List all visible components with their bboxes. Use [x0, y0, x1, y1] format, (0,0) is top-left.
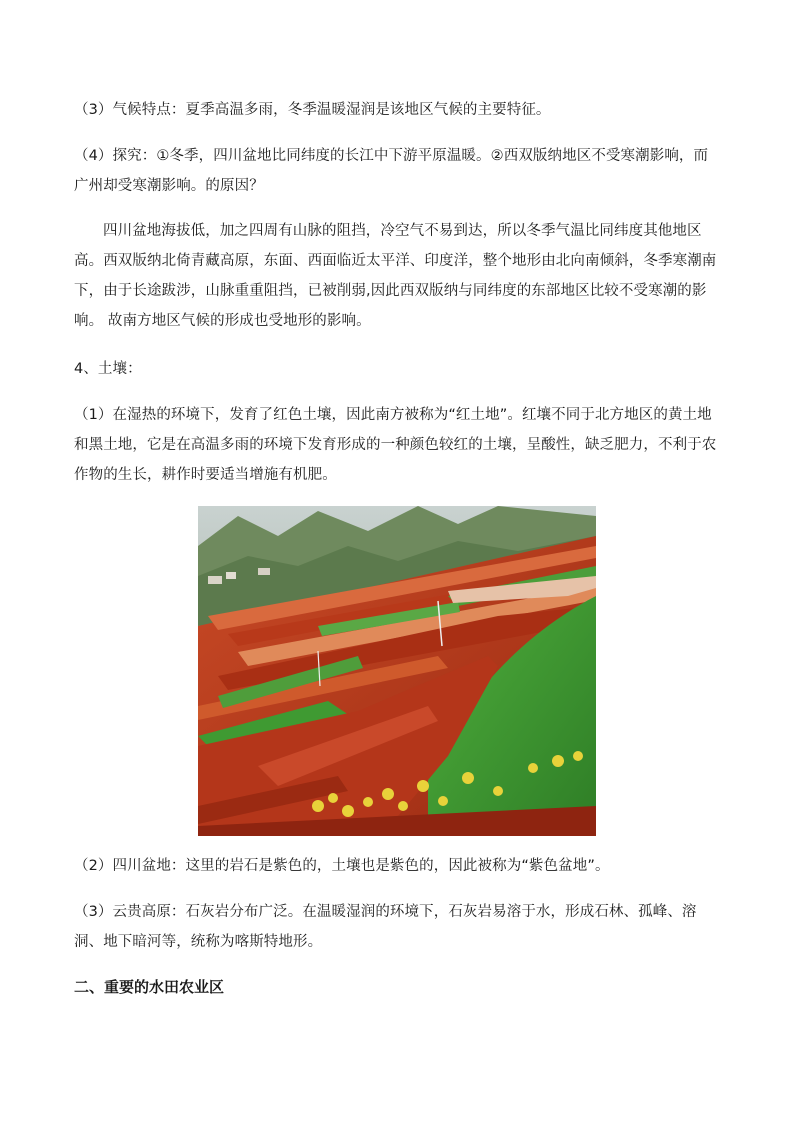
climate-feature-paragraph: （3）气候特点：夏季高温多雨，冬季温暖湿润是该地区气候的主要特征。 [74, 102, 551, 118]
section-heading-paddy-agriculture: 二、重要的水田农业区 [74, 978, 225, 996]
purple-basin-paragraph: （2）四川盆地：这里的岩石是紫色的，土壤也是紫色的，因此被称为“紫色盆地”。 [74, 858, 610, 874]
soil-heading: 4、土壤： [74, 361, 142, 377]
explanation-paragraph: 四川盆地海拔低，加之四周有山脉的阻挡，冷空气不易到达，所以冬季气温比同纬度其他地区高。西双版纳北倚青藏高原，东面、西面临近太平洋、印度洋，整个地形由北向南倾斜，冬季寒潮南下，由于长途跋涉，山脉重重阻挡，已被削弱,因此西双版纳与同纬度的东部地区比较不受寒潮的影响。 故南方地区气候的形成也受地形的影响。 [74, 223, 717, 329]
explore-question-paragraph: （4）探究：①冬季，四川盆地比同纬度的长江中下游平原温暖。②西双版纳地区不受寒潮影响，而广州却受寒潮影响。的原因？ [74, 148, 709, 194]
red-soil-paragraph: （1）在湿热的环境下，发育了红色土壤，因此南方被称为“红土地”。红壤不同于北方地区的黄土地和黑土地，它是在高温多雨的环境下发育形成的一种颜色较红的土壤，呈酸性，缺乏肥力，不利于农作物的生长，耕作时要适当增施有机肥。 [74, 407, 717, 483]
red-soil-terraces-photo [198, 506, 596, 836]
karst-paragraph: （3）云贵高原：石灰岩分布广泛。在温暖湿润的环境下，石灰岩易溶于水，形成石林、孤峰、溶洞、地下暗河等，统称为喀斯特地形。 [74, 904, 697, 950]
